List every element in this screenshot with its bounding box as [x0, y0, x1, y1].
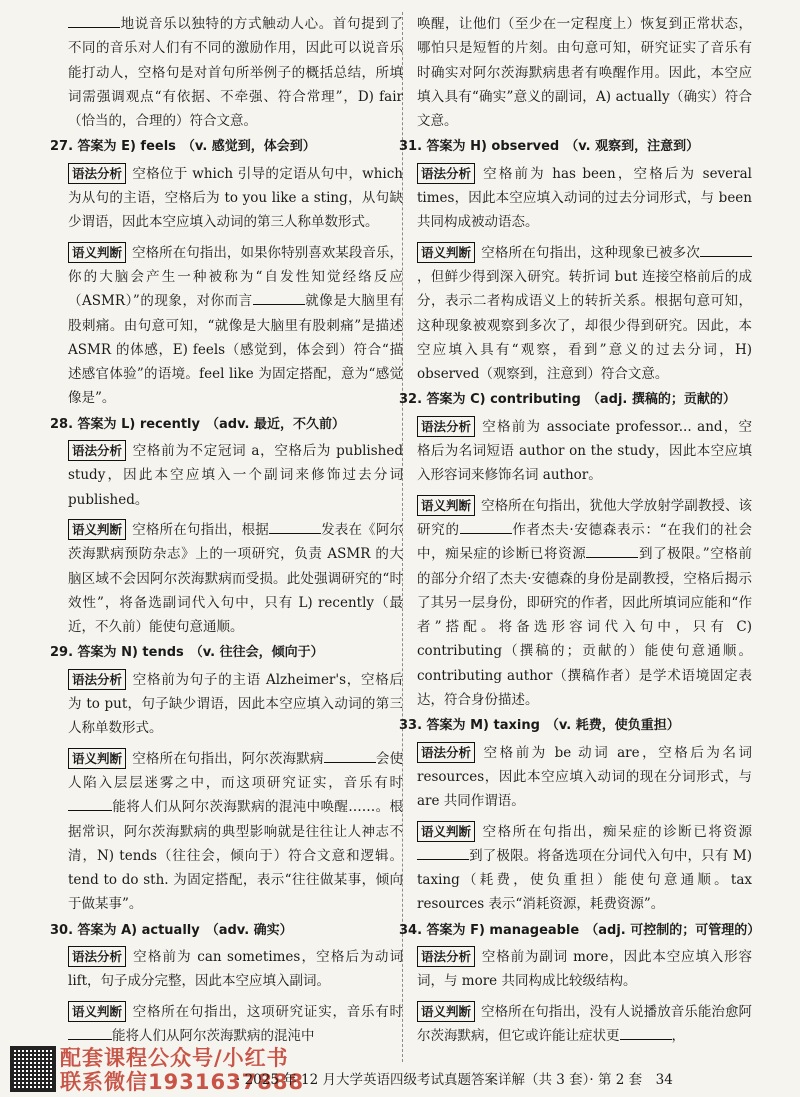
blank	[68, 796, 112, 811]
answer-34: 34. 答案为 F) manageable （adj. 可控制的；可管理的）	[399, 922, 761, 938]
semantic-30: 语义判断 空格所在句指出，这项研究证实，音乐有时能将人们从阿尔茨海默病的混沌中	[68, 1000, 403, 1049]
answer-28: 28. 答案为 L) recently （adv. 最近，不久前）	[50, 416, 345, 432]
grammar-34: 语法分析 空格前为副词 more，因此本空应填入形容词，与 more 共同构成比较级结构。	[417, 945, 752, 994]
semantic-33: 语义判断 空格所在句指出，痴呆症的诊断已将资源到了极限。将备选项在分词代入句中，只有 M) taxing（耗费，使负重担）能使句意通顺。tax resources 表示“消耗资源，耗费资源”。	[417, 820, 752, 917]
answer-27: 27. 答案为 E) feels （v. 感觉到，体会到）	[50, 139, 316, 155]
blank	[620, 1025, 672, 1040]
answer-29: 29. 答案为 N) tends （v. 往往会，倾向于）	[50, 645, 324, 661]
right-column	[399, 12, 761, 1048]
blank	[586, 543, 638, 558]
continuation-paragraph: 唤醒，让他们（至少在一定程度上）恢复到正常状态，哪怕只是短暂的片刻。由句意可知，研究证实了音乐有时确实对阿尔茨海默病患者有唤醒作用。因此，本空应填入具有“确实”意义的副词，A) actually（确实）符合文意。	[417, 16, 752, 130]
page-footer: · 2025 年 12 月大学英语四级考试真题答案详解（共 3 套）· 第 2 套 34	[236, 1072, 673, 1088]
semantic-34: 语义判断 空格所在句指出，没有人说播放音乐能治愈阿尔茨海默病，但它或许能让症状更 ，	[417, 1000, 752, 1049]
semantic-27: 语义判断 空格所在句指出，如果你特别喜欢某段音乐，你的大脑会产生一种被称为“自发性知觉经络反应（ASMR）”的现象，对你而言 就像是大脑里有股刺痛。由句意可知，“就像是大脑里有股刺痛”是描述 ASMR 的体感，E) feels（感觉到，体会到）符合“描述感官体验”的语境。feel like 为固定搭配，意为“感觉像是”。	[68, 241, 403, 411]
watermark-line-2: 联系微信1931637888	[60, 1070, 305, 1094]
blank	[68, 1025, 112, 1040]
answer-30: 30. 答案为 A) actually （adv. 确实）	[50, 922, 293, 938]
semantic-29: 语义判断 空格所在句指出，阿尔茨海默病 会使人陷入层层迷雾之中，而这项研究证实，音乐有时能将人们从阿尔茨海默病的混沌中唤醒……。根据常识，阿尔茨海默病的典型影响就是往往让人神志不清，N) tends（往往会，倾向于）符合文意和逻辑。tend to do sth. 为固定搭配，表示“往往做某事，倾向于做某事”。	[68, 747, 403, 917]
answer-32: 32. 答案为 C) contributing （adj. 撰稿的；贡献的）	[399, 392, 736, 408]
blank	[68, 13, 120, 28]
blank	[700, 242, 752, 257]
grammar-27: 语法分析 空格位于 which 引导的定语从句中，which 为从句的主语，空格后为 to you like a sting，从句缺少谓语，因此本空应填入动词的第三人称单数形式。	[68, 162, 403, 235]
grammar-29: 语法分析 空格前为句子的主语 Alzheimer's，空格后为 to put，句子缺少谓语，因此本空应填入动词的第三人称单数形式。	[68, 668, 403, 741]
left-column	[50, 12, 404, 1048]
grammar-30: 语法分析 空格前为 can sometimes，空格后为动词 lift，句子成分完整，因此本空应填入副词。	[68, 945, 403, 994]
semantic-32: 语义判断 空格所在句指出，犹他大学放射学副教授、该研究的 作者杰夫·安德森表示：“在我们的社会中，痴呆症的诊断已将资源 到了极限。”空格前的部分介绍了杰夫·安德森的身份是副教授，空格后揭示了其另一层身份，即研究的作者，因此所填词应能和“作者”搭配。将备选形容词代入句中，只有 C) contributing（撰稿的；贡献的）能使句意通顺。contributing author（撰稿作者）是学术语境固定表达，符合身份描述。	[417, 494, 752, 713]
qr-code-icon	[10, 1046, 56, 1092]
blank	[460, 519, 512, 534]
blank	[417, 845, 469, 860]
grammar-31: 语法分析 空格前为 has been，空格后为 several times，因此本空应填入动词的过去分词形式，与 been 共同构成被动语态。	[417, 162, 752, 235]
answer-31: 31. 答案为 H) observed （v. 观察到，注意到）	[399, 139, 700, 155]
intro-paragraph: 地说音乐以独特的方式触动人心。首句提到了不同的音乐对人们有不同的激励作用，因此可以说音乐能打动人，空格句是对首句所举例子的概括总结，所填词需强调观点“有依据、不牵强、符合常理”，D) fair（恰当的，合理的）符合文意。	[68, 12, 403, 133]
answer-33: 33. 答案为 M) taxing （v. 耗费，使负重担）	[399, 718, 680, 734]
blank	[269, 519, 321, 534]
semantic-28: 语义判断 空格所在句指出，根据 发表在《阿尔茨海默病预防杂志》上的一项研究，负责 ASMR 的大脑区域不会因阿尔茨海默病而受损。此处强调研究的“时效性”，将备选副词代入句中，只有 L) recently（最近，不久前）能使句意通顺。	[68, 518, 403, 639]
grammar-28: 语法分析 空格前为不定冠词 a，空格后为 published study，因此本空应填入一个副词来修饰过去分词 published。	[68, 439, 403, 512]
semantic-31: 语义判断 空格所在句指出，这种现象已被多次，但鲜少得到深入研究。转折词 but 连接空格前后的成分，表示二者构成语义上的转折关系。根据句意可知，这种现象被观察到多次了，却很少得到研究。因此，本空应填入具有“观察，看到”意义的过去分词，H) observed（观察到，注意到）符合文意。	[417, 241, 752, 387]
blank	[253, 290, 305, 305]
watermark-line-1: 配套课程公众号/小红书	[60, 1046, 289, 1070]
blank	[324, 748, 376, 763]
grammar-32: 语法分析 空格前为 associate professor... and，空格后为名词短语 author on the study，因此本空应填入形容词来修饰名词 author。	[417, 415, 752, 488]
grammar-33: 语法分析 空格前为 be 动词 are，空格后为名词 resources，因此本空应填入动词的现在分词形式，与 are 共同作谓语。	[417, 741, 752, 814]
